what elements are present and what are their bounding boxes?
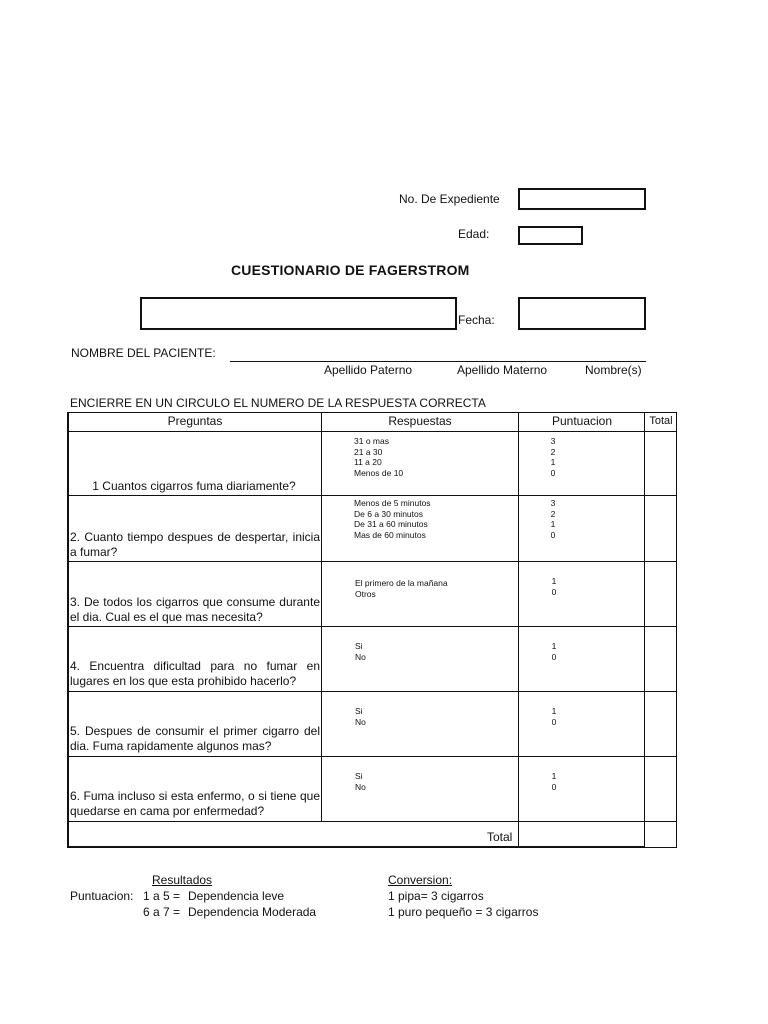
points-3 [546,576,562,597]
header-preguntas: Preguntas [167,414,223,428]
page-title: CUESTIONARIO DE FAGERSTROM [231,262,470,278]
answer-option[interactable]: 11 a 20 [354,457,382,467]
row-divider-1 [67,495,677,496]
nombre-paciente-label: NOMBRE DEL PACIENTE: [71,346,216,360]
answer-option[interactable]: Menos de 5 minutos [354,498,431,508]
results-range-2-text: Dependencia Moderada [188,905,317,919]
expediente-label: No. De Expediente [399,192,500,206]
row-divider-header [67,431,677,432]
answer-option[interactable]: No [355,781,366,792]
points-2 [545,498,561,540]
fecha-label: Fecha: [458,313,495,327]
point-value[interactable]: 0 [550,467,556,478]
point-value[interactable]: 0 [551,781,557,792]
conversion-line-2: 1 puro pequeño = 3 cigarros [388,905,539,919]
results-range-1: 1 a 5 = [143,889,181,903]
col-divider-2 [518,412,519,848]
answer-option[interactable]: 31 o mas [354,436,389,446]
answers-4 [355,641,366,662]
answer-option[interactable]: 21 a 30 [354,446,383,457]
answer-option[interactable]: No [355,716,366,727]
instructions-text: ENCIERRE EN UN CIRCULO EL NUMERO DE LA RESPUESTA CORRECTA [70,396,486,410]
results-range-2: 6 a 7 = [143,905,181,919]
points-4 [546,641,562,662]
question-6: 6. Fuma incluso si esta enfermo, o si tiene que quedarse en cama por enfermedad? [70,789,320,818]
header-puntuacion: Puntuacion [551,414,613,428]
answer-option[interactable]: No [355,651,366,662]
answer-option[interactable]: Otros [355,588,376,599]
row-divider-4 [67,691,677,692]
edad-field[interactable] [518,226,583,245]
answers-3 [355,578,448,599]
row-divider-5 [67,756,677,757]
answer-option[interactable]: Si [355,641,363,651]
results-title: Resultados [152,873,213,887]
point-value[interactable]: 1 [551,576,557,586]
header-respuestas: Respuestas [388,414,452,428]
points-1 [545,436,561,478]
total-column [645,412,677,848]
nombre-paciente-line[interactable] [230,361,646,362]
name-box-field[interactable] [140,297,457,330]
point-value[interactable]: 1 [550,457,556,467]
conversion-line-1: 1 pipa= 3 cigarros [388,889,484,903]
question-4: 4. Encuentra dificultad para no fumar en lugares en los que esta prohibido hacerlo? [70,659,320,688]
nombres-label: Nombre(s) [585,363,642,377]
question-5: 5. Despues de consumir el primer cigarro del dia. Fuma rapidamente algunos mas? [70,724,320,753]
answers-2 [354,498,431,540]
conversion-title: Conversion: [388,873,453,887]
point-value[interactable]: 3 [550,436,556,446]
apellido-materno-label: Apellido Materno [457,363,548,377]
results-puntuacion-label: Puntuacion: [70,889,134,903]
point-value[interactable]: 1 [551,706,557,716]
results-range-1-text: Dependencia leve [188,889,285,903]
point-value[interactable]: 2 [550,446,556,457]
question-3: 3. De todos los cigarros que consume durante el dia. Cual es el que mas necesita? [70,595,320,624]
apellido-paterno-label: Apellido Paterno [324,363,413,377]
point-value[interactable]: 0 [551,651,557,662]
answer-option[interactable]: De 6 a 30 minutos [354,508,423,519]
point-value[interactable]: 1 [550,519,556,529]
answer-option[interactable]: El primero de la mañana [355,578,448,588]
answers-1 [354,436,403,478]
points-6 [546,771,562,792]
answers-5 [355,706,366,727]
point-value[interactable]: 0 [551,586,557,597]
point-value[interactable]: 0 [551,716,557,727]
table-total-label: Total [487,830,513,844]
answer-option[interactable]: Mas de 60 minutos [354,529,426,540]
expediente-field[interactable] [518,188,646,210]
point-value[interactable]: 0 [550,529,556,540]
answer-option[interactable]: Si [355,771,363,781]
points-5 [546,706,562,727]
total-score-field[interactable] [519,822,645,848]
point-value[interactable]: 2 [550,508,556,519]
question-1: 1 Cuantos cigarros fuma diariamente? [92,479,296,493]
fecha-field[interactable] [518,297,646,330]
answers-6 [355,771,366,792]
question-2: 2. Cuanto tiempo despues de despertar, inicia a fumar? [70,530,320,559]
edad-label: Edad: [458,227,490,241]
point-value[interactable]: 1 [551,641,557,651]
answer-option[interactable]: Si [355,706,363,716]
header-total: Total [649,415,673,427]
row-divider-3 [67,626,677,627]
point-value[interactable]: 3 [550,498,556,508]
col-divider-1 [321,412,322,821]
answer-option[interactable]: De 31 a 60 minutos [354,519,428,529]
point-value[interactable]: 1 [551,771,557,781]
row-divider-2 [67,561,677,562]
answer-option[interactable]: Menos de 10 [354,467,404,478]
